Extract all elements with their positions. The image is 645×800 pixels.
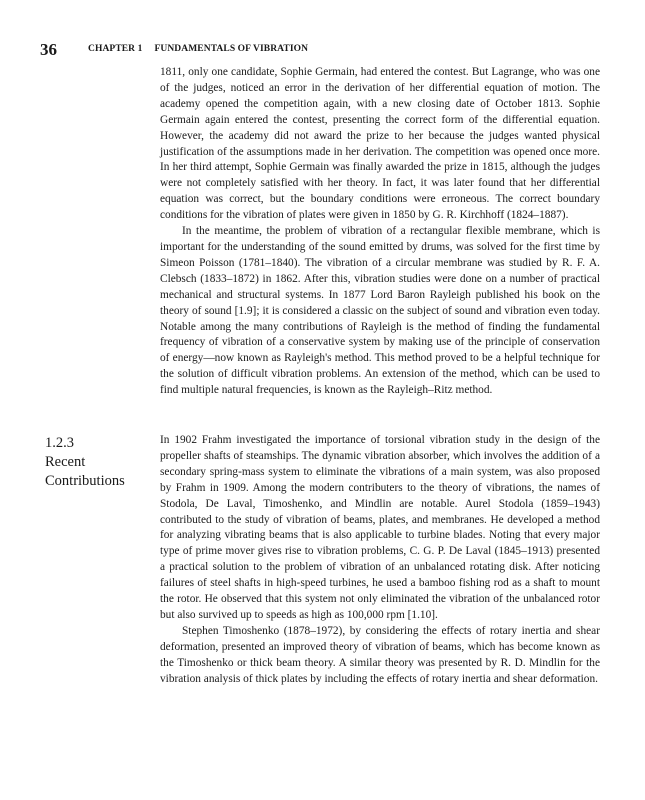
paragraph: Stephen Timoshenko (1878–1972), by considering the effects of rotary inertia and shear deformation, presented an improved theory of vibration of beams, which has become known as the Timoshenko or thick beam theory. A similar theory was presented by R. D. Mindlin for the vibration analysis of thick plates by including the effects of rotary inertia and shear deformation. (160, 624, 600, 685)
section-number: 1.2.3 (45, 435, 74, 451)
section-title-line: Recent (45, 454, 86, 470)
chapter-label: CHAPTER 1 (88, 44, 143, 54)
body-text-top (160, 65, 600, 399)
page-number: 36 (40, 40, 57, 59)
chapter-title: FUNDAMENTALS OF VIBRATION (154, 44, 309, 54)
paragraph: 1811, only one candidate, Sophie Germain, had entered the contest. But Lagrange, who was one of the judges, noticed an error in the derivation of her differential equation of motion. The academy opened the competition again, with a new closing date of October 1813. Sophie Germain again entered the contest, presenting the correct form of the differential equation. However, the academy did not award the prize to her because the judges wanted physical justification of the assumptions made in her derivation. The competition was opened once more. In her third attempt, Sophie Germain was finally awarded the prize in 1815, although the judges were not completely satisfied with her theory. In fact, it was later found that her differential equation was correct, but the boundary conditions were erroneous. The correct boundary conditions for the vibration of plates were given in 1850 by G. R. Kirchhoff (1824–1887). (160, 66, 600, 222)
paragraph: In the meantime, the problem of vibration of a rectangular flexible membrane, which is important for the understanding of the sound emitted by drums, was solved for the first time by Simeon Poisson (1781–1840). The vibration of a circular membrane was studied by R. F. A. Clebsch (1833–1872) in 1862. After this, vibration studies were done on a number of practical mechanical and structural systems. In 1877 Lord Baron Rayleigh published his book on the theory of sound [1.9]; it is considered a classic on the subject of sound and vibration even today. Notable among the many contributions of Rayleigh is the method of finding the fundamental frequency of vibration of a conservative system by making use of the principle of conservation of energy—now known as Rayleigh's method. This method proved to be a helpful technique for the solution of difficult vibration problems. An extension of the method, which can be used to find multiple natural frequencies, is known as the Rayleigh–Ritz method. (160, 225, 600, 397)
paragraph: In 1902 Frahm investigated the importance of torsional vibration study in the design of the propeller shafts of steamships. The dynamic vibration absorber, which involves the addition of a secondary spring-mass system to eliminate the vibrations of a main system, was also proposed by Frahm in 1909. Among the modern contributers to the theory of vibrations, the names of Stodola, De Laval, Timoshenko, and Mindlin are notable. Aurel Stodola (1859–1943) contributed to the study of vibration of beams, plates, and membranes. He developed a method for analyzing vibrating beams that is also applicable to turbine blades. Noting that every major type of prime mover gives rise to vibration problems, C. G. P. De Laval (1845–1913) presented a practical solution to the problem of vibration of an unbalanced rotating disk. After noticing failures of steel shafts in high-speed turbines, he used a bamboo fishing rod as a shaft to mount the rotor. He observed that this system not only eliminated the vibration of the unbalanced rotor but also survived up to speeds as high as 100,000 rpm [1.10]. (160, 434, 600, 621)
body-text-section (160, 433, 600, 688)
running-head (88, 44, 308, 54)
section-heading (45, 434, 125, 491)
section-title-line: Contributions (45, 473, 125, 489)
